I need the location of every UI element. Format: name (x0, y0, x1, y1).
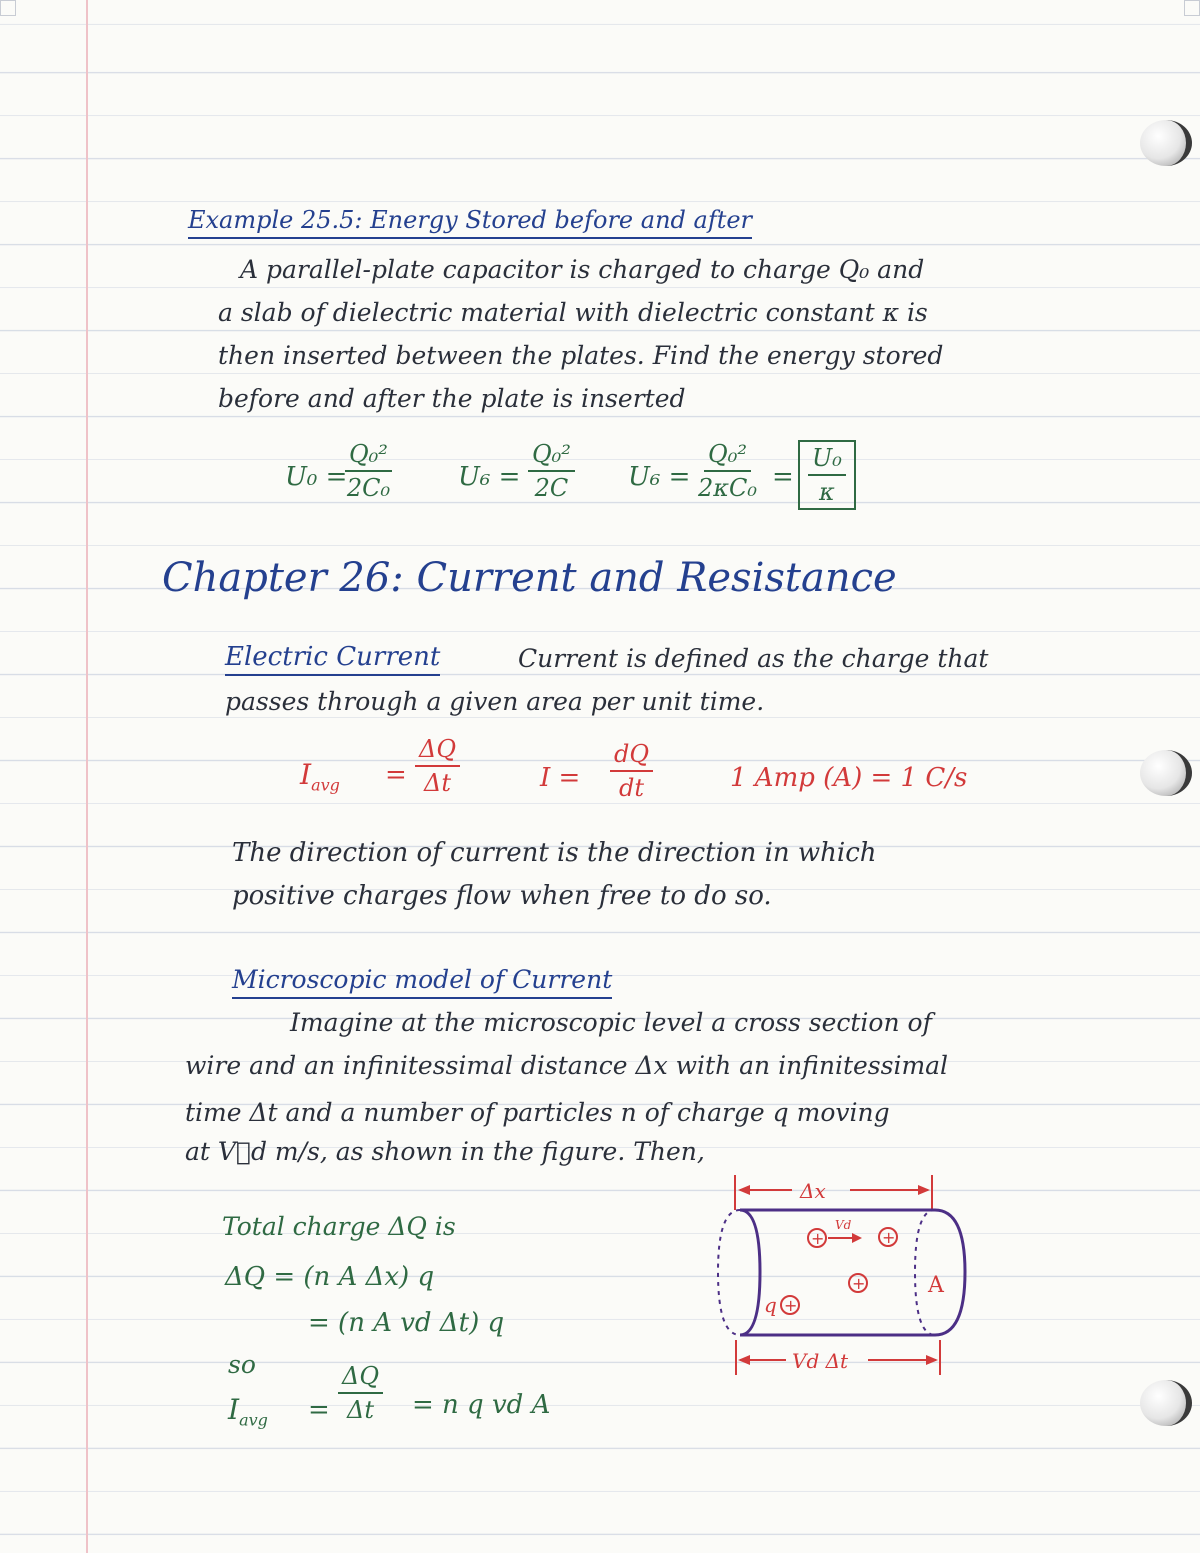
direction-line-1: The direction of current is the direction in which (232, 838, 877, 868)
micro-line-2: wire and an infinitessimal distance Δx with an infinitessimal (185, 1051, 949, 1080)
vdt-arrowhead-left (738, 1355, 750, 1365)
micro-iavg-numerator: ΔQ (338, 1362, 383, 1394)
iavg-fraction (415, 735, 460, 797)
iavg-equals: = (385, 760, 407, 790)
vdt-arrowhead-right (926, 1355, 938, 1365)
drift-velocity-arrowhead (852, 1233, 862, 1243)
amp-definition: 1 Amp (A) = 1 C/s (730, 763, 968, 793)
so-label: so (228, 1350, 256, 1379)
chapter-title: Chapter 26: Current and Resistance (162, 555, 897, 601)
dx-label: Δx (800, 1179, 826, 1203)
iavg-lhs: $I_{avg}$ (300, 758, 340, 795)
example-line-3: then inserted between the plates. Find the energy stored (218, 341, 944, 370)
charge-plus: + (784, 1296, 798, 1315)
micro-line-4: at V⃗d m/s, as shown in the figure. Then, (185, 1137, 705, 1166)
charge-q-label: q (764, 1293, 777, 1317)
u1-lhs: U₆ = (458, 462, 521, 492)
total-charge-line: Total charge ΔQ is (222, 1212, 456, 1241)
i-denominator: dt (619, 774, 645, 802)
u1-numerator: Q₀² (528, 440, 575, 472)
u1-denominator: 2C (534, 474, 569, 502)
example-line-4: before and after the plate is inserted (218, 384, 686, 413)
drift-velocity-label: Vd (835, 1218, 852, 1232)
binder-hole (1140, 120, 1192, 166)
micro-line-1: Imagine at the microscopic level a cross section of (290, 1008, 932, 1037)
dx-arrowhead-left (738, 1185, 750, 1195)
micro-line-3: time Δt and a number of particles n of charge q moving (185, 1098, 890, 1127)
micro-iavg-fraction (338, 1362, 383, 1424)
u2-lhs: U₆ = (628, 462, 691, 492)
charge-plus: + (852, 1274, 866, 1293)
u0-denominator: 2C₀ (346, 474, 391, 502)
area-label: A (928, 1273, 944, 1298)
example-line-1: A parallel-plate capacitor is charged to charge Q₀ and (240, 255, 925, 284)
dq-eq-2: = (n A vd Δt) q (308, 1308, 505, 1338)
u2-fraction (698, 440, 757, 502)
iavg-denominator: Δt (424, 769, 451, 797)
page-corner-mark (0, 0, 16, 16)
margin-line (86, 0, 88, 1553)
u0-fraction (345, 440, 392, 502)
u1-fraction (528, 440, 575, 502)
dx-arrowhead-right (918, 1185, 930, 1195)
binder-hole (1140, 1380, 1192, 1426)
iavg-numerator: ΔQ (415, 735, 460, 767)
boxed-numerator: U₀ (808, 444, 846, 476)
micro-iavg-lhs: $I_{avg}$ (228, 1393, 268, 1430)
u2-numerator: Q₀² (704, 440, 751, 472)
cylinder-front-edge (740, 1210, 760, 1335)
example-title: Example 25.5: Energy Stored before and after (188, 205, 752, 239)
binder-hole (1140, 750, 1192, 796)
dq-eq-1: ΔQ = (n A Δx) q (225, 1262, 435, 1292)
direction-line-2: positive charges flow when free to do so. (232, 881, 772, 911)
u0-numerator: Q₀² (345, 440, 392, 472)
i-numerator: dQ (610, 740, 653, 772)
micro-heading: Microscopic model of Current (232, 965, 612, 999)
current-def-line-1: Current is defined as the charge that (518, 644, 989, 673)
charge-plus: + (882, 1228, 896, 1247)
i-lhs: I = (540, 763, 581, 793)
example-line-2: a slab of dielectric material with dielectric constant κ is (218, 298, 928, 327)
micro-iavg-denominator: Δt (347, 1396, 374, 1424)
u2-denominator: 2κC₀ (698, 474, 757, 502)
current-def-line-2: passes through a given area per unit time. (225, 687, 765, 716)
boxed-result (798, 440, 856, 510)
micro-iavg-rhs: = n q vd A (412, 1390, 551, 1420)
i-fraction (610, 740, 653, 802)
u0-lhs: U₀ = (285, 462, 348, 492)
u2-equals: = (772, 462, 794, 492)
charge-plus: + (811, 1229, 825, 1248)
boxed-denominator: κ (819, 478, 835, 506)
wire-segment-diagram (700, 1165, 980, 1395)
vdt-label: Vd Δt (792, 1349, 849, 1373)
micro-iavg-equals: = (308, 1395, 330, 1425)
cylinder-left-dashed-edge (718, 1210, 740, 1335)
electric-current-heading: Electric Current (225, 642, 440, 676)
page-corner-mark (1184, 0, 1200, 16)
